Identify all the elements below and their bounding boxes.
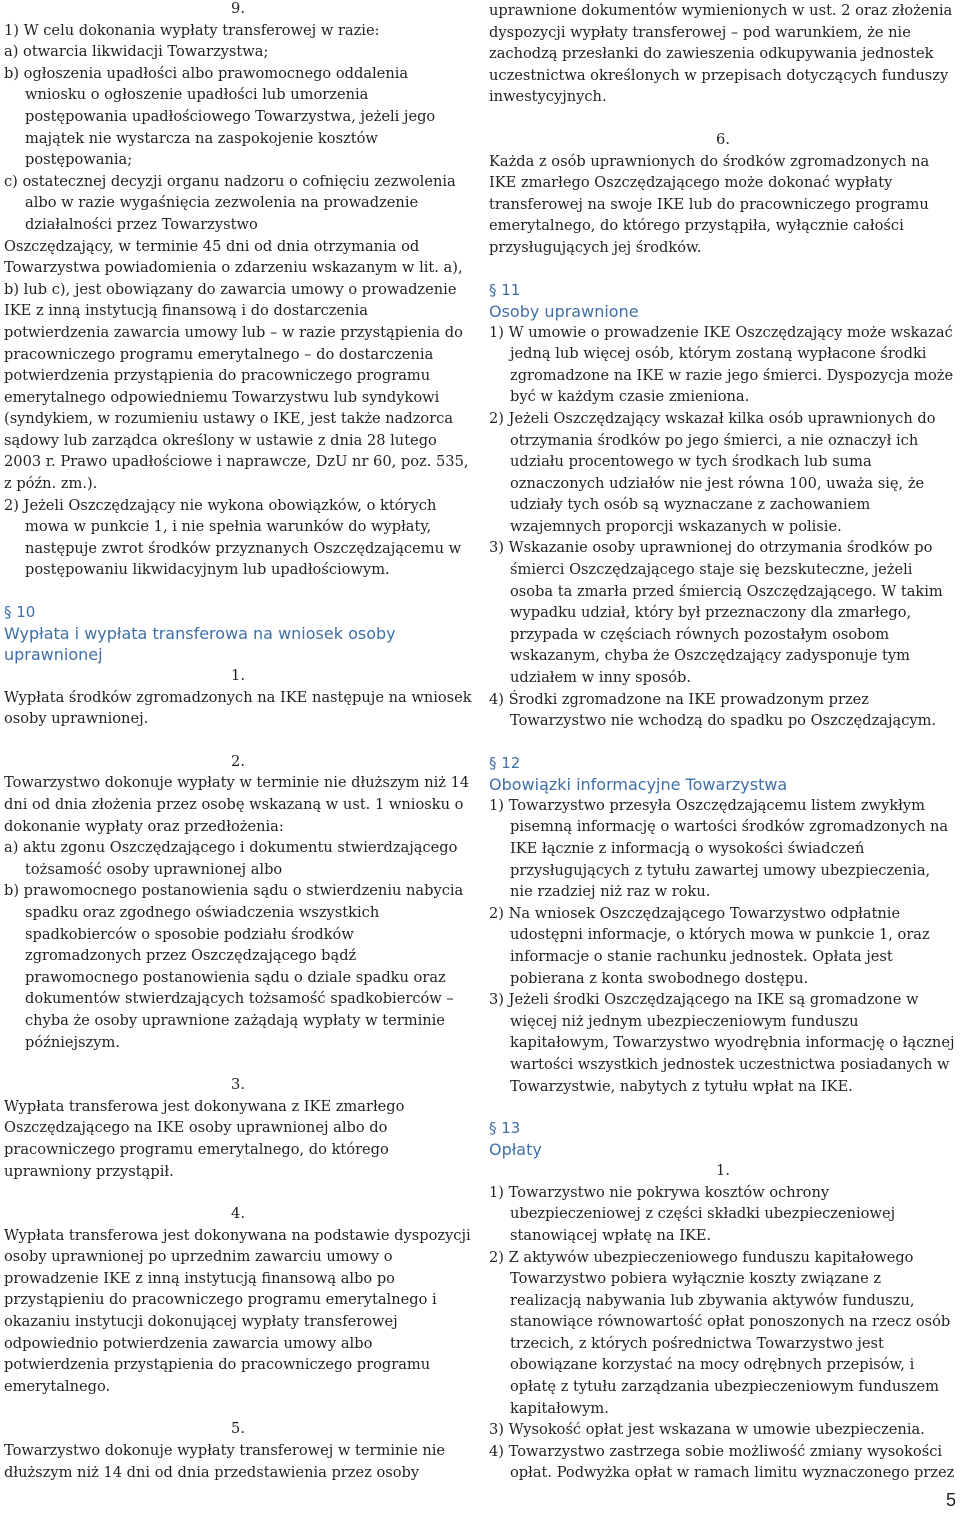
paragraph: Wypłata środków zgromadzonych na IKE następuje na wniosek osoby uprawnionej. bbox=[4, 688, 472, 728]
list-item: 3) Jeżeli środki Oszczędzającego na IKE są gromadzone w więcej niż jednym ubezpieczeniowym funduszu kapitałowym, Towarzystwo wyodrębnia informację o łącznej wartości wszystkich jednostek uczestnictwa posiadanych w Towarzystwie, nabytych z tytułu wpłat na IKE. bbox=[489, 991, 955, 1095]
list-item: c) ostatecznej decyzji organu nadzoru o cofnięciu zezwolenia albo w razie wygaśnięcia zezwolenia na prowadzenie działalności przez Towarzystwo bbox=[4, 172, 456, 233]
paragraph: uprawnione dokumentów wymienionych w ust. 2 oraz złożenia dyspozycji wypłaty transferowej – pod warunkiem, że nie zachodzą przesłanki do zawieszenia odkupywania jednostek uczestnictwa określonych w przepisach dotyczących funduszy inwestycyjnych. bbox=[489, 2, 953, 106]
list-item: 2) Jeżeli Oszczędzający nie wykona obowiązków, o których mowa w punkcie 1, i nie spełnia warunków do wypłaty, następuje zwrot środków przyznanych Oszczędzającemu w postępowaniu likwidacyjnym lub upadłościowym. bbox=[4, 496, 462, 579]
list-item: 1) W umowie o prowadzenie IKE Oszczędzający może wskazać jedną lub więcej osób, którym zostaną wypłacone środki zgromadzone na IKE w razie jego śmierci. Dyspozycja może być w każdym czasie zmieniona. bbox=[489, 323, 954, 406]
section-symbol: § 11 bbox=[489, 280, 521, 299]
subsection-number: 5. bbox=[231, 1420, 245, 1438]
paragraph: Każda z osób uprawnionych do środków zgromadzonych na IKE zmarłego Oszczędzającego może dokonać wypłaty transferowej na swoje IKE lub do pracowniczego programu emerytalnego, do którego przystąpiła, wyłącznie całości przysługujących jej środków. bbox=[489, 152, 930, 256]
section-symbol: § 10 bbox=[4, 603, 36, 622]
list-item: 3) Wskazanie osoby uprawnionej do otrzymania środków po śmierci Oszczędzającego staje się bezskuteczne, jeżeli osoba ta zmarła przed śmiercią Oszczędzającego. W takim wypadku udział, który był przeznaczony dla zmarłego, przypada w częściach równych pozostałym osobom wskazanym, chyba że Oszczędzający zadysponuje tym udziałem w inny sposób. bbox=[489, 539, 943, 687]
subsection-number: 6. bbox=[716, 130, 730, 148]
paragraph: Towarzystwo dokonuje wypłaty transferowej w terminie nie dłuższym niż 14 dni od dnia przedstawienia przez osoby bbox=[4, 1442, 446, 1481]
subsection-number: 3. bbox=[231, 1076, 245, 1094]
paragraph: Towarzystwo dokonuje wypłaty w terminie nie dłuższym niż 14 dni od dnia złożenia przez osobę wskazaną w ust. 1 wniosku o dokonanie wypłaty oraz przedłożenia: bbox=[4, 774, 470, 835]
subsection-number: 4. bbox=[231, 1205, 245, 1223]
subsection-number: 1. bbox=[231, 667, 245, 685]
left-column bbox=[4, 0, 472, 1483]
list-item: 1) Towarzystwo przesyła Oszczędzającemu listem zwykłym pisemną informację o wartości środków zgromadzonych na IKE łącznie z informacją o wysokości świadczeń przysługujących z tytułu zawartej umowy ubezpieczenia, nie rzadziej niż raz w roku. bbox=[489, 796, 949, 901]
section-11-list bbox=[489, 322, 957, 732]
subsection-number: 1. bbox=[716, 1162, 730, 1180]
list-item: 4) Środki zgromadzone na IKE prowadzonym przez Towarzystwo nie wchodzą do spadku po Oszczędzającym. bbox=[489, 690, 937, 730]
list-item: a) otwarcia likwidacji Towarzystwa; bbox=[4, 43, 269, 61]
list-item: b) prawomocnego postanowienia sądu o stwierdzeniu nabycia spadku oraz zgodnego oświadczenia wszystkich spadkobierców o sposobie podziału środków zgromadzonych przez Oszczędzającego bądź prawomocnego postanowienia sądu o dziale spadku oraz dokumentów stwierdzających tożsamość spadkobierców – chyba że osoby uprawnione zażądają wypłaty w terminie późniejszym. bbox=[4, 882, 464, 1051]
subsection-number: 2. bbox=[231, 752, 245, 770]
section-12-list bbox=[489, 795, 957, 1097]
list-item: 1) Towarzystwo nie pokrywa kosztów ochrony ubezpieczeniowej z części składki ubezpieczeniowej stanowiącej wpłatę na IKE. bbox=[489, 1183, 896, 1244]
paragraph: Wypłata transferowa jest dokonywana z IKE zmarłego Oszczędzającego na IKE osoby uprawnionej albo do pracowniczego programu emerytalnego, do którego uprawniony przystąpił. bbox=[4, 1097, 405, 1180]
section-title: Opłaty bbox=[489, 1140, 542, 1160]
section-title: Obowiązki informacyjne Towarzystwa bbox=[489, 774, 788, 794]
paragraph: Wypłata transferowa jest dokonywana na podstawie dyspozycji osoby uprawnionej po uprzednim zawarciu umowy o prowadzenie IKE z inną instytucją finansową albo po przystąpieniu do pracowniczego programu emerytalnego i okazaniu instytucji dokonującej wypłaty transferowej odpowiednio potwierdzenia zawarcia umowy albo potwierdzenia przystąpienia do pracowniczego programu emerytalnego. bbox=[4, 1226, 471, 1395]
right-column bbox=[489, 0, 957, 1484]
list-item: 2) Jeżeli Oszczędzający wskazał kilka osób uprawnionych do otrzymania środków po jego śmierci, a nie oznaczył ich udziału procentowego w tych środkach lub suma oznaczonych udziałów nie jest równa 100, uważa się, że udziały tych osób są wyznaczane z zachowaniem wzajemnych proporcji wskazanych w polisie. bbox=[489, 409, 936, 535]
list-item: 3) Wysokość opłat jest wskazana w umowie ubezpieczenia. bbox=[489, 1421, 925, 1439]
list-item: 2) Na wniosek Oszczędzającego Towarzystwo odpłatnie udostępni informacje, o których mowa w punkcie 1, oraz informacje o stanie rachunku jednostek. Opłata jest pobierana z konta swobodnego dostępu. bbox=[489, 904, 930, 987]
page-number: 5 bbox=[945, 1490, 956, 1510]
paragraph: Oszczędzający, w terminie 45 dni od dnia otrzymania od Towarzystwa powiadomienia o zdarzeniu wskazanym w lit. a), b) lub c), jest obowiązany do zawarcia umowy o prowadzenie IKE z inną instytucją finansową i do dostarczenia potwierdzenia zawarcia umowy lub – w razie przystąpienia do pracowniczego programu emerytalnego – do dostarczenia potwierdzenia przystąpienia do pracowniczego programu emerytalnego odpowiedniemu Towarzystwu lub syndykowi (syndykiem, w rozumieniu ustawy o IKE, jest także nadzorca sądowy lub zarządca określony w ustawie z dnia 28 lutego 2003 r. Prawo upadłościowe i naprawcze, DzU nr 60, poz. 535, z późn. zm.). bbox=[4, 237, 469, 493]
section-number: 9. bbox=[231, 0, 245, 17]
list-item: b) ogłoszenia upadłości albo prawomocnego oddalenia wniosku o ogłoszenie upadłości lub umorzenia postępowania upadłościowego Towarzystwa, jeżeli jego majątek nie wystarcza na zaspokojenie kosztów postępowania; bbox=[4, 64, 436, 169]
list-item: 2) Z aktywów ubezpieczeniowego funduszu kapitałowego Towarzystwo pobiera wyłącznie koszty związane z realizacją nabywania lub zbywania aktywów funduszu, stanowiące równowartość opłat ponoszonych na rzecz osób trzecich, z których pośrednictwa Towarzystwo jest obowiązane korzystać na mocy odrębnych przepisów, i opłatę z tytułu zarządzania ubezpieczeniowym funduszem kapitałowym. bbox=[489, 1248, 951, 1417]
list-item: a) aktu zgonu Oszczędzającego i dokumentu stwierdzającego tożsamość osoby uprawnionej albo bbox=[4, 839, 458, 878]
section-title: Wypłata i wypłata transferowa na wniosek osoby uprawnionej bbox=[4, 624, 396, 665]
section-13-list bbox=[489, 1182, 957, 1484]
section-title: Osoby uprawnione bbox=[489, 301, 639, 321]
paragraph: 1) W celu dokonania wypłaty transferowej w razie: bbox=[4, 21, 380, 39]
list-item: 4) Towarzystwo zastrzega sobie możliwość zmiany wysokości opłat. Podwyżka opłat w ramach limitu wyznaczonego przez bbox=[489, 1442, 955, 1482]
section-symbol: § 12 bbox=[489, 753, 521, 772]
section-symbol: § 13 bbox=[489, 1119, 521, 1138]
